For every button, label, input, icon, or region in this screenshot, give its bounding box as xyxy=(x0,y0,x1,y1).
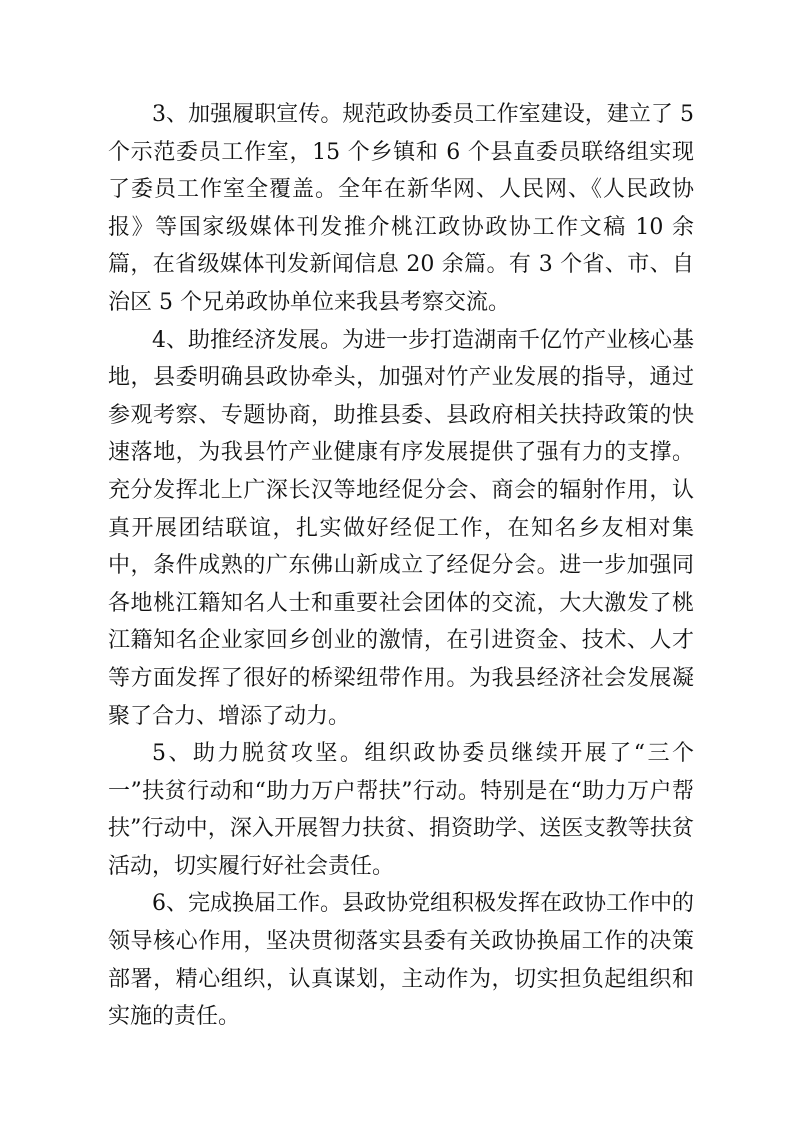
paragraph-publicity: 3、加强履职宣传。规范政协委员工作室建设，建立了 5 个示范委员工作室，15 个乡镇和 6 个县直委员联络组实现了委员工作室全覆盖。全年在新华网、人民网、《人民政协报》等国家级媒体刊发推介桃江政协政协工作文稿 10 余篇，在省级媒体刊发新闻信息 20 余篇。有 3 个省、市、自治区 5 个兄弟政协单位来我县考察交流。 xyxy=(108,102,694,315)
document-body xyxy=(108,96,694,1036)
paragraph-poverty: 5、助力脱贫攻坚。组织政协委员继续开展了“三个一”扶贫行动和“助力万户帮扶”行动。特别是在“助力万户帮扶”行动中，深入开展智力扶贫、捐资助学、送医支教等扶贫活动，切实履行好社会责任。 xyxy=(108,741,694,879)
paragraph-economy: 4、助推经济发展。为进一步打造湖南千亿竹产业核心基地，县委明确县政协牵头，加强对竹产业发展的指导，通过参观考察、专题协商，助推县委、县政府相关扶持政策的快速落地，为我县竹产业健康有序发展提供了强有力的支撑。充分发挥北上广深长汉等地经促分会、商会的辐射作用，认真开展团结联谊，扎实做好经促工作，在知名乡友相对集中，条件成熟的广东佛山新成立了经促分会。进一步加强同各地桃江籍知名人士和重要社会团体的交流，大大激发了桃江籍知名企业家回乡创业的激情，在引进资金、技术、人才等方面发挥了很好的桥梁纽带作用。为我县经济社会发展凝聚了合力、增添了动力。 xyxy=(108,327,694,729)
paragraph-election: 6、完成换届工作。县政协党组积极发挥在政协工作中的领导核心作用，坚决贯彻落实县委有关政协换届工作的决策部署，精心组织，认真谋划，主动作为，切实担负起组织和实施的责任。 xyxy=(108,891,694,1030)
